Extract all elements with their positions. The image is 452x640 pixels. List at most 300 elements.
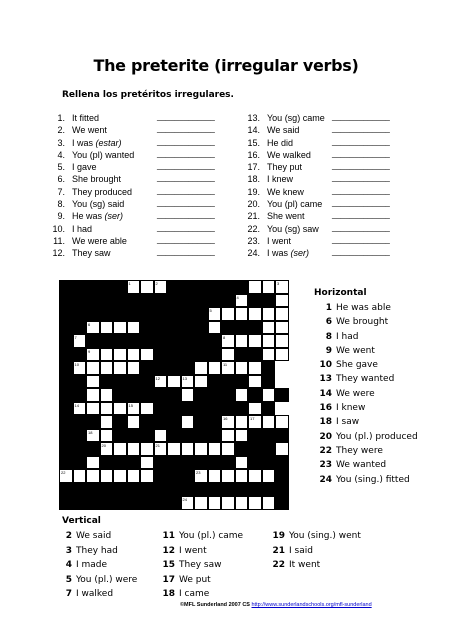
crossword-block xyxy=(181,334,195,348)
horizontal-clues xyxy=(314,288,418,487)
crossword-cell[interactable] xyxy=(262,307,276,321)
clue-number: 17 xyxy=(162,574,175,585)
crossword-cell[interactable] xyxy=(248,415,262,429)
clue-number: 9 xyxy=(325,345,332,356)
crossword-block xyxy=(194,456,208,470)
crossword-block xyxy=(194,483,208,497)
crossword-cell[interactable] xyxy=(262,469,276,483)
crossword-cell[interactable] xyxy=(127,415,141,429)
answer-blank[interactable] xyxy=(157,171,215,184)
crossword-block xyxy=(100,483,114,497)
clue-number: 18 xyxy=(319,417,332,428)
crossword-block xyxy=(275,388,289,402)
cell-number: 17 xyxy=(250,416,255,421)
crossword-block xyxy=(235,483,249,497)
crossword-block xyxy=(208,415,222,429)
crossword-block xyxy=(59,307,73,321)
verb-number: 6. xyxy=(57,174,65,185)
clue-number: 8 xyxy=(325,331,332,342)
verb-number: 17. xyxy=(247,162,260,173)
clue-item xyxy=(161,544,243,559)
crossword-block xyxy=(181,456,195,470)
crossword-block xyxy=(221,402,235,416)
answer-blank[interactable] xyxy=(332,208,390,221)
crossword-block xyxy=(221,375,235,389)
clue-number: 23 xyxy=(319,460,332,471)
crossword-block xyxy=(248,388,262,402)
crossword-cell[interactable] xyxy=(275,294,289,308)
horizontal-heading: Horizontal xyxy=(314,288,367,298)
verb-prompt: We were able xyxy=(72,235,127,246)
crossword-cell[interactable] xyxy=(262,334,276,348)
verb-number: 5. xyxy=(57,162,65,173)
crossword-cell[interactable] xyxy=(140,469,154,483)
cell-number: 5 xyxy=(209,308,212,313)
crossword-block xyxy=(248,321,262,335)
crossword-cell[interactable] xyxy=(235,307,249,321)
verb-prompt: They produced xyxy=(72,186,133,197)
answer-blank[interactable] xyxy=(157,221,215,234)
clue-text: You (sing.) fitted xyxy=(336,474,410,485)
crossword-block xyxy=(208,334,222,348)
crossword-cell[interactable] xyxy=(262,348,276,362)
footer xyxy=(180,602,372,608)
clue-text: I walked xyxy=(76,589,114,599)
cell-number: 24 xyxy=(182,497,187,502)
cell-number: 11 xyxy=(223,362,228,367)
crossword-cell[interactable] xyxy=(167,375,181,389)
crossword-cell[interactable] xyxy=(235,415,249,429)
crossword-cell[interactable] xyxy=(73,469,87,483)
crossword-cell[interactable] xyxy=(235,456,249,470)
clue-text: I saw xyxy=(336,417,360,428)
crossword-cell[interactable] xyxy=(275,415,289,429)
answer-blank[interactable] xyxy=(332,221,390,234)
clue-number: 18 xyxy=(162,589,175,599)
clue-text: We went xyxy=(336,345,375,356)
crossword-cell[interactable] xyxy=(127,348,141,362)
clue-text: We put xyxy=(179,574,211,585)
crossword-block xyxy=(235,321,249,335)
answer-blank[interactable] xyxy=(332,171,390,184)
answer-blank[interactable] xyxy=(332,122,390,135)
answer-blank[interactable] xyxy=(332,196,390,209)
crossword-block xyxy=(59,334,73,348)
crossword-block xyxy=(235,348,249,362)
clue-item xyxy=(314,330,418,344)
crossword-cell[interactable] xyxy=(100,402,114,416)
crossword-cell[interactable] xyxy=(127,321,141,335)
clue-item xyxy=(58,558,137,573)
verb-prompt: I was (estar) xyxy=(72,137,122,148)
crossword-cell[interactable] xyxy=(100,442,114,456)
crossword-cell[interactable] xyxy=(127,280,141,294)
answer-blank[interactable] xyxy=(157,208,215,221)
crossword-block xyxy=(221,483,235,497)
crossword-block xyxy=(194,321,208,335)
answer-blank[interactable] xyxy=(157,159,215,172)
clue-text: They had xyxy=(76,545,118,556)
crossword-cell[interactable] xyxy=(275,334,289,348)
verb-number: 10. xyxy=(52,223,65,234)
crossword-cell[interactable] xyxy=(221,348,235,362)
crossword-cell[interactable] xyxy=(275,280,289,294)
crossword-cell[interactable] xyxy=(181,375,195,389)
crossword-block xyxy=(59,456,73,470)
crossword-cell[interactable] xyxy=(113,321,127,335)
crossword-block xyxy=(127,388,141,402)
crossword-block xyxy=(154,321,168,335)
clue-item xyxy=(58,544,137,559)
cell-number: 18 xyxy=(88,429,93,435)
cell-number: 9 xyxy=(88,348,91,354)
verb-prompt: I gave xyxy=(72,162,97,173)
cell-number: 23 xyxy=(196,470,201,475)
crossword-block xyxy=(100,294,114,308)
crossword-cell[interactable] xyxy=(221,442,235,456)
crossword-cell[interactable] xyxy=(262,280,276,294)
crossword-cell[interactable] xyxy=(86,402,100,416)
crossword-block xyxy=(73,415,87,429)
crossword-block xyxy=(59,496,73,510)
crossword-cell[interactable] xyxy=(100,415,114,429)
crossword-cell[interactable] xyxy=(248,334,262,348)
crossword-cell[interactable] xyxy=(235,334,249,348)
verb-prompt: They put xyxy=(267,162,303,173)
crossword-block xyxy=(167,361,181,375)
cell-number: 3 xyxy=(277,281,280,286)
crossword-block xyxy=(208,280,222,294)
crossword-block xyxy=(100,334,114,348)
crossword-block xyxy=(262,442,276,456)
crossword-cell[interactable] xyxy=(208,361,222,375)
crossword-cell[interactable] xyxy=(154,429,168,443)
crossword-cell[interactable] xyxy=(235,496,249,510)
crossword-cell[interactable] xyxy=(86,321,100,335)
crossword-cell[interactable] xyxy=(154,280,168,294)
answer-blank[interactable] xyxy=(157,147,215,160)
verb-number: 16. xyxy=(247,149,260,160)
clue-item xyxy=(161,587,243,602)
crossword-block xyxy=(59,294,73,308)
crossword-block xyxy=(181,483,195,497)
crossword-cell[interactable] xyxy=(194,496,208,510)
crossword-cell[interactable] xyxy=(248,361,262,375)
answer-blank[interactable] xyxy=(157,184,215,197)
crossword-block xyxy=(73,388,87,402)
clue-text: We were xyxy=(336,388,375,399)
footer-link[interactable]: http://www.sunderlandschools.org/mfl-sunderland xyxy=(251,602,372,608)
crossword-block xyxy=(262,456,276,470)
clue-number: 15 xyxy=(162,560,175,570)
crossword-block xyxy=(154,348,168,362)
answer-blank[interactable] xyxy=(332,245,390,258)
answer-blank[interactable] xyxy=(332,110,390,123)
crossword-cell[interactable] xyxy=(275,307,289,321)
crossword-cell[interactable] xyxy=(208,469,222,483)
clue-number: 16 xyxy=(319,403,332,414)
crossword-cell[interactable] xyxy=(73,361,87,375)
crossword-cell[interactable] xyxy=(275,442,289,456)
crossword-block xyxy=(167,456,181,470)
clue-number: 12 xyxy=(162,545,175,556)
crossword-block xyxy=(275,469,289,483)
crossword-cell[interactable] xyxy=(208,496,222,510)
crossword-cell[interactable] xyxy=(194,375,208,389)
crossword-cell[interactable] xyxy=(100,321,114,335)
verb-number: 20. xyxy=(247,199,260,210)
clue-text: He was able xyxy=(336,303,391,313)
crossword-cell[interactable] xyxy=(194,469,208,483)
crossword-cell[interactable] xyxy=(194,442,208,456)
crossword-block xyxy=(194,429,208,443)
crossword-block xyxy=(194,415,208,429)
crossword-block xyxy=(59,348,73,362)
verb-prompt: You (pl) wanted xyxy=(72,149,135,160)
crossword-cell[interactable] xyxy=(86,361,100,375)
crossword-cell[interactable] xyxy=(86,469,100,483)
crossword-cell[interactable] xyxy=(140,280,154,294)
verb-number: 18. xyxy=(247,174,260,185)
crossword-cell[interactable] xyxy=(127,402,141,416)
answer-blank[interactable] xyxy=(332,184,390,197)
verb-prompt: They saw xyxy=(72,248,111,259)
crossword-block xyxy=(154,388,168,402)
crossword-block xyxy=(127,429,141,443)
crossword-cell[interactable] xyxy=(73,334,87,348)
crossword-cell[interactable] xyxy=(275,321,289,335)
crossword-cell[interactable] xyxy=(248,402,262,416)
crossword-block xyxy=(262,483,276,497)
crossword-cell[interactable] xyxy=(140,402,154,416)
clue-number: 2 xyxy=(65,531,72,541)
verb-number: 19. xyxy=(247,186,260,197)
crossword-block xyxy=(235,402,249,416)
clue-item xyxy=(314,358,418,372)
crossword-block xyxy=(167,469,181,483)
crossword-block xyxy=(59,442,73,456)
crossword-cell[interactable] xyxy=(235,429,249,443)
crossword-block xyxy=(100,456,114,470)
verb-prompt: I had xyxy=(72,223,93,234)
clue-item xyxy=(314,415,418,429)
crossword-block xyxy=(113,483,127,497)
crossword-block xyxy=(221,294,235,308)
crossword-cell[interactable] xyxy=(262,496,276,510)
crossword-cell[interactable] xyxy=(181,496,195,510)
clue-item xyxy=(58,573,137,588)
crossword-cell[interactable] xyxy=(208,321,222,335)
crossword-block xyxy=(100,307,114,321)
crossword-cell[interactable] xyxy=(113,361,127,375)
crossword-cell[interactable] xyxy=(167,442,181,456)
crossword-cell[interactable] xyxy=(235,388,249,402)
crossword-cell[interactable] xyxy=(86,348,100,362)
crossword-cell[interactable] xyxy=(100,429,114,443)
clue-text: You (sing.) went xyxy=(289,531,361,541)
answer-blank[interactable] xyxy=(157,110,215,123)
crossword-block xyxy=(86,294,100,308)
clue-text: I had xyxy=(336,331,359,342)
crossword-cell[interactable] xyxy=(73,402,87,416)
clue-item xyxy=(58,587,137,602)
crossword-cell[interactable] xyxy=(127,469,141,483)
clue-text: We wanted xyxy=(336,460,387,471)
verb-prompt: It fitted xyxy=(72,113,100,123)
crossword-block xyxy=(73,456,87,470)
crossword-block xyxy=(73,348,87,362)
crossword-cell[interactable] xyxy=(86,388,100,402)
crossword-cell[interactable] xyxy=(221,415,235,429)
crossword-cell[interactable] xyxy=(235,469,249,483)
crossword-cell[interactable] xyxy=(235,294,249,308)
crossword-cell[interactable] xyxy=(154,442,168,456)
crossword-cell[interactable] xyxy=(86,429,100,443)
crossword-cell[interactable] xyxy=(221,334,235,348)
crossword-block xyxy=(181,469,195,483)
crossword-block xyxy=(221,388,235,402)
answer-blank[interactable] xyxy=(157,245,215,258)
crossword-block xyxy=(167,280,181,294)
crossword-block xyxy=(194,334,208,348)
crossword-cell[interactable] xyxy=(127,442,141,456)
crossword-cell[interactable] xyxy=(113,402,127,416)
crossword-cell[interactable] xyxy=(262,321,276,335)
crossword-block xyxy=(113,375,127,389)
crossword-cell[interactable] xyxy=(140,456,154,470)
crossword-cell[interactable] xyxy=(208,442,222,456)
crossword-block xyxy=(140,307,154,321)
crossword-block xyxy=(73,307,87,321)
crossword-cell[interactable] xyxy=(100,469,114,483)
crossword-block xyxy=(59,415,73,429)
crossword-block xyxy=(86,334,100,348)
answer-blank[interactable] xyxy=(332,147,390,160)
crossword-cell[interactable] xyxy=(194,361,208,375)
crossword-cell[interactable] xyxy=(86,456,100,470)
clue-text: They saw xyxy=(179,560,222,570)
crossword-block xyxy=(127,483,141,497)
verb-number: 13. xyxy=(247,113,260,123)
crossword-cell[interactable] xyxy=(248,496,262,510)
crossword-block xyxy=(221,321,235,335)
clue-text: I knew xyxy=(336,403,366,414)
crossword-cell[interactable] xyxy=(221,429,235,443)
crossword-cell[interactable] xyxy=(248,307,262,321)
answer-blank[interactable] xyxy=(157,233,215,246)
verb-item xyxy=(240,247,440,259)
crossword-block xyxy=(248,348,262,362)
crossword-block xyxy=(194,348,208,362)
crossword-block xyxy=(140,388,154,402)
verb-prompt: She brought xyxy=(72,174,122,185)
crossword-cell[interactable] xyxy=(248,469,262,483)
crossword-cell[interactable] xyxy=(221,307,235,321)
crossword-block xyxy=(127,307,141,321)
crossword-block xyxy=(86,307,100,321)
clue-item xyxy=(314,401,418,415)
crossword-block xyxy=(100,280,114,294)
crossword-cell[interactable] xyxy=(181,442,195,456)
crossword-block xyxy=(208,388,222,402)
crossword-block xyxy=(86,442,100,456)
crossword-cell[interactable] xyxy=(208,307,222,321)
clue-item xyxy=(314,372,418,386)
crossword-cell[interactable] xyxy=(248,280,262,294)
instruction: Rellena los pretéritos irregulares. xyxy=(62,90,234,100)
verb-number: 8. xyxy=(57,199,65,210)
crossword-block xyxy=(208,456,222,470)
verb-prompt: She went xyxy=(267,211,305,222)
crossword-cell[interactable] xyxy=(113,442,127,456)
crossword-cell[interactable] xyxy=(113,348,127,362)
clue-number: 19 xyxy=(272,531,285,541)
answer-blank[interactable] xyxy=(332,233,390,246)
crossword-cell[interactable] xyxy=(100,348,114,362)
crossword-block xyxy=(167,348,181,362)
verb-prompt: We knew xyxy=(267,186,304,197)
answer-blank[interactable] xyxy=(332,159,390,172)
crossword-cell[interactable] xyxy=(221,496,235,510)
crossword-cell[interactable] xyxy=(86,375,100,389)
clue-number: 20 xyxy=(319,431,332,442)
answer-blank[interactable] xyxy=(157,135,215,148)
crossword-cell[interactable] xyxy=(181,388,195,402)
verb-number: 11. xyxy=(53,235,65,246)
cell-number: 22 xyxy=(61,470,66,475)
verb-prompt: I was (ser) xyxy=(267,248,310,259)
crossword-cell[interactable] xyxy=(100,361,114,375)
crossword-cell[interactable] xyxy=(262,388,276,402)
crossword-cell[interactable] xyxy=(262,415,276,429)
crossword-block xyxy=(248,483,262,497)
crossword-block xyxy=(167,429,181,443)
answer-blank[interactable] xyxy=(157,196,215,209)
crossword-cell[interactable] xyxy=(221,361,235,375)
clue-item xyxy=(314,315,418,329)
verb-number: 15. xyxy=(247,137,260,148)
crossword-block xyxy=(59,429,73,443)
answer-blank[interactable] xyxy=(157,122,215,135)
verb-item xyxy=(45,247,235,259)
crossword-block xyxy=(208,429,222,443)
crossword-cell[interactable] xyxy=(248,375,262,389)
crossword-cell[interactable] xyxy=(59,469,73,483)
crossword-cell[interactable] xyxy=(235,361,249,375)
verb-number: 23. xyxy=(247,235,260,246)
crossword-block xyxy=(113,388,127,402)
crossword-cell[interactable] xyxy=(221,469,235,483)
clue-number: 10 xyxy=(319,360,332,371)
cell-number: 6 xyxy=(88,321,91,327)
crossword-block xyxy=(262,402,276,416)
crossword-block xyxy=(127,294,141,308)
clue-item xyxy=(314,387,418,401)
crossword-block xyxy=(73,321,87,335)
crossword-cell[interactable] xyxy=(181,415,195,429)
crossword-cell[interactable] xyxy=(154,375,168,389)
crossword-cell[interactable] xyxy=(100,388,114,402)
crossword-block xyxy=(59,388,73,402)
crossword-block xyxy=(73,483,87,497)
crossword-cell[interactable] xyxy=(127,361,141,375)
crossword-cell[interactable] xyxy=(275,348,289,362)
crossword-cell[interactable] xyxy=(140,442,154,456)
crossword-cell[interactable] xyxy=(140,348,154,362)
answer-blank[interactable] xyxy=(332,135,390,148)
crossword-cell[interactable] xyxy=(113,469,127,483)
clue-text: I went xyxy=(179,545,207,556)
